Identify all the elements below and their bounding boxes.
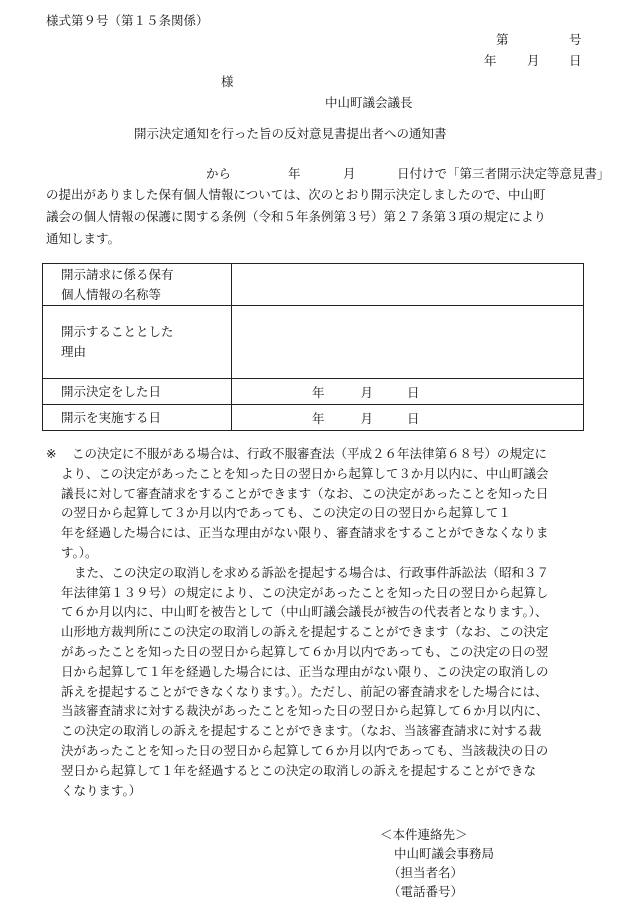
table-label: 開示を実施する日 [43,405,232,431]
table-value-cell [232,264,584,306]
note-line: 訴えを提起することができなくなります。）。ただし、前記の審査請求をした場合には、 [61,683,548,699]
date-day-label: 日 [407,410,420,426]
note-line: す。）。 [61,544,98,560]
note-line: 年法律第１３９号）の規定により、この決定があったことを知った日の翌日から起算し [61,584,549,600]
date-month-label: 月 [527,53,540,68]
contact-heading: ＜本件連絡先＞ [380,827,468,842]
note-line: また、この決定の取消しを求める訴訟を提起する場合は、行政事件訴訟法（昭和３７ [74,564,550,580]
table-label [43,306,232,379]
note-line: 当該審査請求に対する裁決があったことを知った日の翌日から起算して６か月以内に、 [61,703,549,719]
disclosure-table [42,263,584,431]
intro-rest: 日付けで「第三者開示決定等意見書」 [397,166,610,181]
note-line: て６か月以内に、中山町を被告として（中山町議会議長が被告の代表者となります。）、 [61,604,548,620]
note-line: の翌日から起算して３か月以内であっても、この決定の日の翌日から起算して１ [61,505,511,521]
note-line: この決定に不服がある場合は、行政不服審査法（平成２６年法律第６８号）の規定に [72,446,548,461]
contact-block [380,825,494,901]
note-line: があったことを知った日の翌日から起算して６か月以内であっても、この決定の日の翌 [61,643,549,659]
table-label [43,264,232,306]
contact-office: 中山町議会事務局 [394,846,495,861]
table-label: 開示決定をした日 [43,379,232,405]
intro-line: 通知します。 [46,231,121,246]
table-label-line: 個人情報の名称等 [61,286,162,302]
note-line: 翌日から起算して１年を経過するとこの決定の取消しの訴えを提起することができな [61,762,537,778]
appeal-note [46,444,592,800]
date-year-label: 年 [312,384,325,400]
table-row [43,379,584,405]
table-row [43,264,584,306]
table-row [43,306,584,379]
recipient-suffix: 様 [221,74,234,89]
note-line: 山形地方裁判所にこの決定の取消しの訴えを提起することができます（なお、この決定 [61,624,549,640]
date-year-label: 年 [484,53,497,68]
note-line: より、この決定があったことを知った日の翌日から起算して３か月以内に、中山町議会 [61,465,549,481]
note-line: 日から起算して１年を経過した場合には、正当な理由がない限り、この決定の取消しの [61,663,549,679]
table-value-cell [232,306,584,379]
date-month-label: 月 [360,410,374,426]
intro-month: 月 [343,166,356,181]
intro-from: から [206,166,232,181]
number-label-dai: 第 [496,32,509,47]
table-label-line: 開示することとした [61,324,174,339]
note-mark: ※ [46,446,57,461]
table-date-cell [232,379,584,405]
note-line: 議長に対して審査請求をすることができます（なお、この決定があったことを知った日 [61,485,549,501]
intro-line: 議会の個人情報の保護に関する条例（令和５年条例第３号）第２７条第３項の規定により [46,209,547,224]
date-day-label: 日 [569,53,582,68]
note-line: 年を経過した場合には、正当な理由がない限り、審査請求をすることができなくなりま [61,525,549,541]
intro-year: 年 [288,166,301,181]
table-label-line: 理由 [61,344,87,359]
contact-person: （担当者名） [388,865,464,880]
note-line: この決定の取消しの訴えを提起することができます。（なお、当該審査請求に対する裁 [61,723,542,739]
table-row [43,405,584,431]
intro-line: の提出がありました保有個人情報については、次のとおり開示決定しましたので、中山町 [46,187,546,202]
table-label-line: 開示請求に係る保有 [61,266,174,282]
form-number: 様式第９号（第１５条関係） [46,13,209,28]
note-line: 決があったことを知った日の翌日から起算して６か月以内であっても、当該裁決の日の [61,742,549,758]
sender-name: 中山町議会議長 [325,95,413,110]
document-title: 開示決定通知を行った旨の反対意見書提出者への通知書 [134,126,447,141]
number-label-go: 号 [569,32,582,47]
date-year-label: 年 [312,410,325,426]
table-date-cell [232,405,584,431]
date-month-label: 月 [360,384,374,400]
date-day-label: 日 [407,384,420,400]
intro-paragraph [46,184,586,250]
note-line: くなります。） [61,782,142,798]
contact-phone: （電話番号） [388,884,464,899]
